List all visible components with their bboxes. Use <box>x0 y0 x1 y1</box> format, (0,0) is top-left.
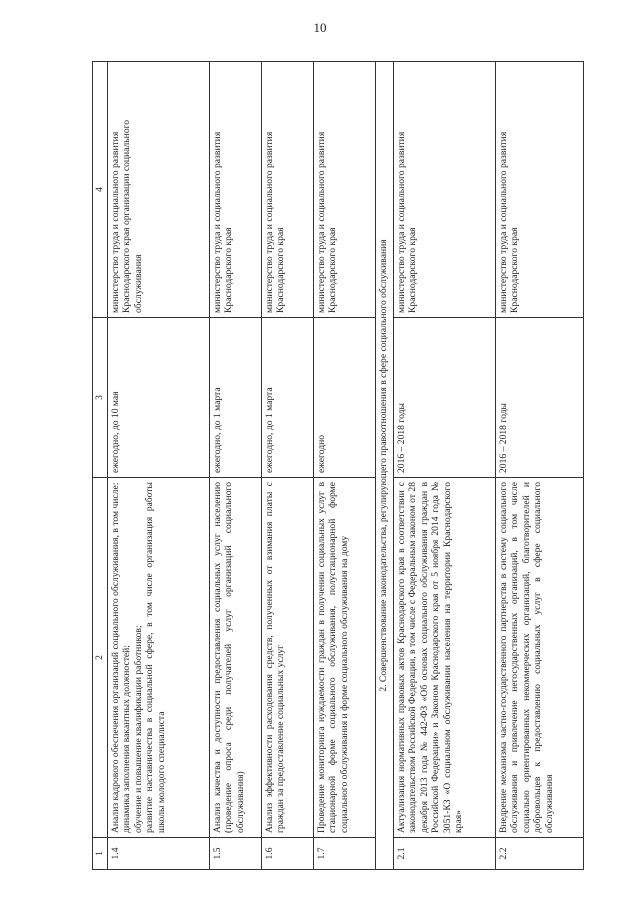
row-number: 2.1 <box>393 838 495 870</box>
rotated-table-wrapper <box>92 62 582 870</box>
row-number: 1.6 <box>261 838 313 870</box>
responsible-cell: министерство труда и социального развития Краснодарского края <box>261 62 313 318</box>
activity-cell <box>209 478 261 838</box>
header-cell: 1 <box>93 838 108 870</box>
activity-cell <box>261 478 313 838</box>
responsible-cell: министерство труда и социального развития Краснодарского края <box>393 62 495 318</box>
page-number: 10 <box>313 20 327 35</box>
row-number: 2.2 <box>495 838 583 870</box>
deadline-cell: ежегодно <box>313 318 375 478</box>
activity-cell <box>495 478 583 838</box>
table-header-row <box>93 62 108 870</box>
table-row <box>209 62 261 870</box>
responsible-cell: министерство труда и социального развития Краснодарского края <box>495 62 583 318</box>
section-row <box>375 62 393 870</box>
rotated-table-area <box>92 62 582 870</box>
activity-cell <box>313 478 375 838</box>
deadline-cell: 2016 – 2018 годы <box>393 318 495 478</box>
responsible-cell: министерство труда и социального развития Краснодарского края организации социального обслуживания <box>107 62 209 318</box>
responsible-cell: министерство труда и социального развития Краснодарского края <box>313 62 375 318</box>
activity-cell <box>393 478 495 838</box>
section-title: 2. Совершенствование законодательства, регулирующего правоотношения в сфере социального обслуживания <box>375 62 393 870</box>
activity-line: Анализ качества и доступности предоставления социальных услуг населению (проведение опроса среди получателей услуг организаций социального обслуживания) <box>211 482 246 833</box>
deadline-cell: ежегодно, до 1 марта <box>209 318 261 478</box>
plan-table <box>92 61 584 870</box>
row-number: 1.7 <box>313 838 375 870</box>
activity-line: динамика заполнения вакантных должностей; <box>121 645 132 833</box>
table-row <box>261 62 313 870</box>
activity-line: обучение и повышение квалификации работников; <box>132 625 144 833</box>
activity-line: Актуализация нормативных правовых актов Краснодарского края в соответствии с законодательством Российской Федерации, в том числе с Федеральным законом от 28 декабря 2013 года № 442-ФЗ «Об основах социального обслуживания граждан в Российской Федерации» и Законом Краснодарского края от 5 ноября 2014 года № 3051-КЗ «О социальном обслуживании населения на территории Краснодарского края» <box>395 482 464 833</box>
row-number: 1.5 <box>209 838 261 870</box>
header-cell: 2 <box>93 478 108 838</box>
deadline-cell: ежегодно, до 10 мая <box>107 318 209 478</box>
header-cell: 3 <box>93 318 108 478</box>
table-row <box>313 62 375 870</box>
row-number: 1.4 <box>107 838 209 870</box>
activity-line: Проведение мониторинга нуждаемости граждан в получении социальных услуг в стационарной форме социального обслуживания, полустационарной форме социального обслуживания и форме социального обслуживания на дому <box>315 482 350 833</box>
table-row <box>495 62 583 870</box>
header-cell: 4 <box>93 62 108 318</box>
activity-line: Анализ кадрового обеспечения организаций социального обслуживания, в том числе: <box>109 482 121 833</box>
activity-cell <box>107 478 209 838</box>
activity-line: развитие наставничества в социальной сфере, в том числе организация работы школы молодого специалиста <box>144 482 167 833</box>
activity-line: Анализ эффективности расходования средств, полученных от взимания платы с граждан за предоставление социальных услуг <box>263 482 286 833</box>
activity-line: Внедрение механизма частно-государственного партнерства в систему социального обслуживания и привлечение негосударственных организаций, в том числе социально ориентированных некоммерческих организаций, благотворителей и добровольцев к предоставлению социальных услуг в сфере социального обслуживания <box>497 482 555 833</box>
deadline-cell: ежегодно, до 1 марта <box>261 318 313 478</box>
responsible-cell: министерство труда и социального развития Краснодарского края <box>209 62 261 318</box>
table-row <box>107 62 209 870</box>
table-row <box>393 62 495 870</box>
deadline-cell: 2016 – 2018 годы <box>495 318 583 478</box>
